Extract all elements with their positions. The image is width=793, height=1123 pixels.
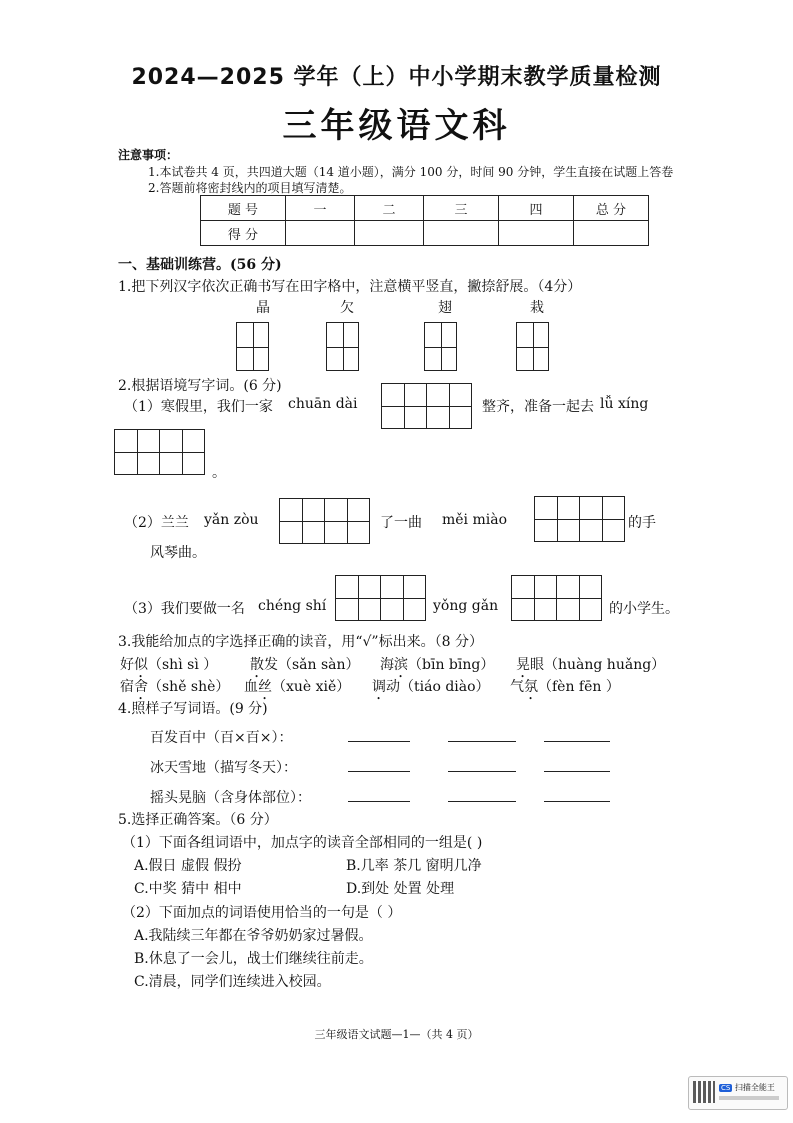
q4-item: 冰天雪地（描写冬天）： xyxy=(150,760,297,776)
q2-s3-grid2[interactable] xyxy=(511,575,602,621)
q2-s1-mid: 整齐，准备一起去 xyxy=(482,399,594,415)
q2-s1-grid1[interactable] xyxy=(381,383,472,429)
watermark-label: CS 扫描全能王 xyxy=(721,1083,775,1092)
q2-s2-pinyin2: měi miào xyxy=(442,512,508,528)
q4-answer-blank[interactable] xyxy=(348,741,410,742)
score-row-label: 得 分 xyxy=(201,221,286,246)
q2-s2-line2: 风琴曲。 xyxy=(150,545,206,561)
q3-item: 散发（sǎn sàn） xyxy=(250,657,360,673)
q3-item: 血丝（xuè xiě） xyxy=(244,679,351,695)
q1-writing-grid[interactable] xyxy=(236,322,269,371)
q3-item: 晃眼（huàng huǎng） xyxy=(516,657,666,673)
q5-sub2-option: A.我陆续三年都在爷爷奶奶家过暑假。 xyxy=(134,928,373,944)
scanner-watermark xyxy=(688,1076,788,1110)
q2-s1-pinyin2: lǚ xíng xyxy=(600,396,649,412)
q2-s2-grid1[interactable] xyxy=(279,498,370,544)
q2-s2-end: 的手 xyxy=(628,515,656,531)
q5-sub1-option: C.中奖 猜中 相中 xyxy=(134,881,242,897)
qr-code-icon xyxy=(693,1081,715,1103)
q5-sub2: （2）下面加点的词语使用恰当的一句是（ ） xyxy=(122,905,402,921)
q4-answer-blank[interactable] xyxy=(348,771,410,772)
q2-s3-end: 的小学生。 xyxy=(609,601,679,617)
q2-s1-pinyin1: chuān dài xyxy=(288,396,358,412)
q5-sub2-option: B.休息了一会儿，战士们继续往前走。 xyxy=(134,951,373,967)
q2-s1-prefix: （1）寒假里，我们一家 xyxy=(124,399,273,415)
score-cell[interactable] xyxy=(574,221,649,246)
q3-item: 海滨（bīn bīng） xyxy=(380,657,495,673)
q2-s3-pinyin2: yǒng gǎn xyxy=(433,598,499,614)
notice-heading: 注意事项： xyxy=(118,148,179,162)
q2-s2-pinyin1: yǎn zòu xyxy=(204,512,259,528)
subject-title: 三年级语文科 xyxy=(282,106,511,146)
score-cell[interactable] xyxy=(286,221,355,246)
q2-s2-prefix: （2）兰兰 xyxy=(124,515,189,531)
q1-text: 1.把下列汉字依次正确书写在田字格中，注意横平竖直，撇捺舒展。（4分） xyxy=(118,279,582,295)
q4-answer-blank[interactable] xyxy=(448,741,516,742)
q3-item: 好似（shì sì ） xyxy=(120,657,218,673)
score-cell[interactable] xyxy=(499,221,574,246)
q2-s1-grid2[interactable] xyxy=(114,429,205,475)
q5-sub2-option: C.清晨，同学们连续进入校园。 xyxy=(134,974,331,990)
q4-item: 摇头晃脑（含身体部位）： xyxy=(150,790,311,806)
q2-s2-grid2[interactable] xyxy=(534,496,625,542)
q5-sub1-option: B.几率 茶几 窗明几净 xyxy=(346,858,482,874)
section-1-heading: 一、基础训练营。(56 分) xyxy=(118,257,282,273)
q3-item: 调动（tiáo diào） xyxy=(372,679,490,695)
q5-sub1-option: A.假日 虚假 假扮 xyxy=(134,858,242,874)
q1-writing-grid[interactable] xyxy=(326,322,359,371)
q1-char: 欠 xyxy=(340,300,354,316)
q4-answer-blank[interactable] xyxy=(544,771,610,772)
score-header-cell: 题 号 xyxy=(201,196,286,221)
q3-item: 宿舍（shě shè） xyxy=(120,679,230,695)
page-footer: 三年级语文试题—1—（共 4 页） xyxy=(314,1028,479,1041)
q1-writing-grid[interactable] xyxy=(516,322,549,371)
q2-s2-mid: 了一曲 xyxy=(380,515,422,531)
score-table xyxy=(200,195,649,246)
q4-answer-blank[interactable] xyxy=(348,801,410,802)
q1-writing-grid[interactable] xyxy=(424,322,457,371)
q1-char: 翅 xyxy=(438,300,452,316)
q4-answer-blank[interactable] xyxy=(448,771,516,772)
q2-s3-prefix: （3）我们要做一名 xyxy=(124,601,245,617)
notice-item-1: 1.本试卷共 4 页，共四道大题（14 道小题），满分 100 分，时间 90 分钟，学生直接在试题上答卷 xyxy=(148,165,674,179)
score-header-cell: 三 xyxy=(424,196,499,221)
score-header-cell: 一 xyxy=(286,196,355,221)
q5-text: 5.选择正确答案。（6 分） xyxy=(118,812,278,828)
q4-answer-blank[interactable] xyxy=(544,741,610,742)
score-cell[interactable] xyxy=(355,221,424,246)
notice-item-2: 2.答题前将密封线内的项目填写清楚。 xyxy=(148,181,352,195)
q5-sub1-option: D.到处 处置 处理 xyxy=(346,881,455,897)
score-header-cell: 二 xyxy=(355,196,424,221)
score-header-cell: 总 分 xyxy=(574,196,649,221)
q2-s1-end: 。 xyxy=(212,465,226,481)
q2-text: 2.根据语境写字词。(6 分) xyxy=(118,378,282,394)
q2-s3-pinyin1: chéng shí xyxy=(258,598,327,614)
q4-item: 百发百中（百×百×）： xyxy=(150,730,293,746)
score-header-cell: 四 xyxy=(499,196,574,221)
q5-sub1: （1）下面各组词语中，加点字的读音全部相同的一组是( ) xyxy=(122,835,483,851)
q4-answer-blank[interactable] xyxy=(544,801,610,802)
watermark-subline xyxy=(719,1096,779,1100)
q4-text: 4.照样子写词语。(9 分) xyxy=(118,701,268,717)
q3-item: 气氛（fèn fēn ） xyxy=(510,679,620,695)
q1-char: 栽 xyxy=(530,300,544,316)
q1-char: 晶 xyxy=(256,300,270,316)
q3-text: 3.我能给加点的字选择正确的读音，用“√”标出来。（8 分） xyxy=(118,634,483,650)
score-cell[interactable] xyxy=(424,221,499,246)
q4-answer-blank[interactable] xyxy=(448,801,516,802)
q2-s3-grid1[interactable] xyxy=(335,575,426,621)
exam-title: 2024—2025 学年（上）中小学期末教学质量检测 xyxy=(131,65,662,90)
